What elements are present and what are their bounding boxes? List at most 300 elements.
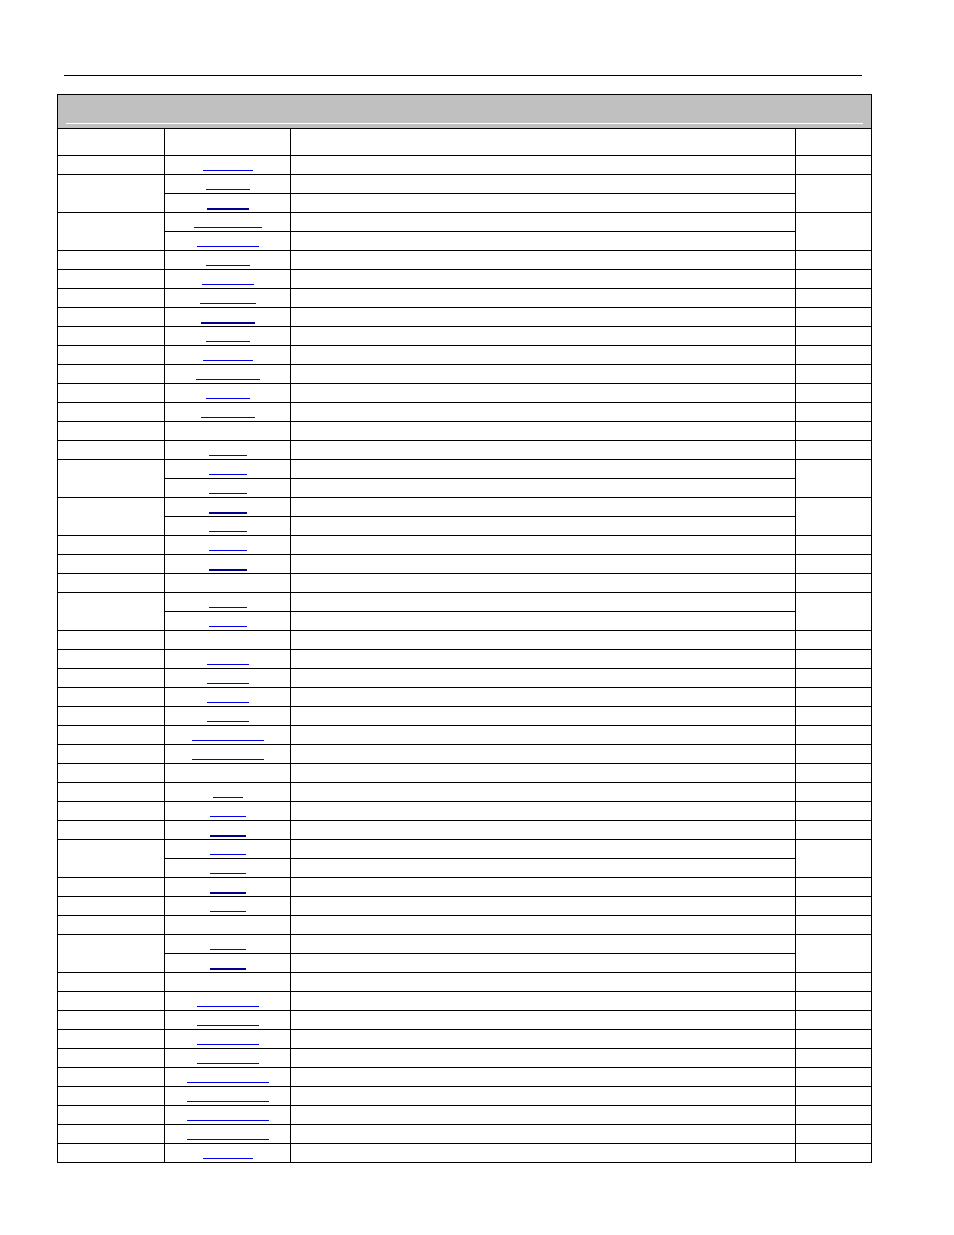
row-id-cell: [58, 669, 165, 688]
reference-link[interactable]: [196, 368, 260, 380]
table-row: [58, 403, 872, 422]
reference-cell: [165, 251, 291, 270]
description-cell: [291, 175, 796, 194]
reference-link[interactable]: [187, 1090, 269, 1102]
page-cell: [796, 764, 872, 783]
table-row: [58, 802, 872, 821]
reference-cell: [165, 1125, 291, 1144]
row-id-cell: [58, 156, 165, 175]
reference-link[interactable]: [192, 729, 264, 741]
table-row: [58, 897, 872, 916]
description-cell: [291, 821, 796, 840]
page-cell: [796, 213, 872, 251]
reference-link[interactable]: [209, 444, 247, 456]
reference-link[interactable]: [206, 330, 250, 342]
page-cell: [796, 175, 872, 213]
reference-link[interactable]: [206, 178, 250, 190]
row-id-cell: [58, 764, 165, 783]
row-id-cell: [58, 403, 165, 422]
reference-cell: [165, 479, 291, 498]
reference-link[interactable]: [210, 862, 246, 874]
description-cell: [291, 498, 796, 517]
reference-link[interactable]: [187, 1128, 269, 1140]
reference-cell: [165, 878, 291, 897]
reference-link[interactable]: [207, 691, 249, 703]
reference-cell: [165, 1011, 291, 1030]
description-cell: [291, 631, 796, 650]
table-row: [58, 840, 872, 859]
page-cell: [796, 327, 872, 346]
reference-link[interactable]: [203, 1147, 253, 1159]
reference-link[interactable]: [210, 881, 246, 894]
description-cell: [291, 859, 796, 878]
row-id-cell: [58, 365, 165, 384]
reference-link[interactable]: [207, 710, 249, 722]
reference-cell: [165, 327, 291, 346]
reference-link[interactable]: [207, 653, 249, 665]
reference-cell: [165, 1049, 291, 1068]
reference-cell: [165, 175, 291, 194]
table-row: [58, 251, 872, 270]
table-row: [58, 308, 872, 327]
page-cell: [796, 422, 872, 441]
description-cell: [291, 251, 796, 270]
table-row: [58, 1011, 872, 1030]
row-id-cell: [58, 251, 165, 270]
reference-link[interactable]: [210, 957, 246, 970]
description-cell: [291, 517, 796, 536]
row-id-cell: [58, 1125, 165, 1144]
page-cell: [796, 916, 872, 935]
reference-link[interactable]: [210, 843, 246, 855]
reference-cell: [165, 612, 291, 631]
page-cell: [796, 631, 872, 650]
description-cell: [291, 384, 796, 403]
table-row: [58, 859, 872, 878]
reference-cell: [165, 289, 291, 308]
reference-link[interactable]: [187, 1071, 269, 1083]
table-title-text: [66, 99, 863, 124]
reference-cell: [165, 916, 291, 935]
reference-link[interactable]: [207, 197, 249, 210]
page-cell: [796, 1049, 872, 1068]
table-row: [58, 669, 872, 688]
description-cell: [291, 783, 796, 802]
reference-cell: [165, 593, 291, 612]
page-cell: [796, 935, 872, 973]
table-row: [58, 498, 872, 517]
description-cell: [291, 403, 796, 422]
description-cell: [291, 536, 796, 555]
description-cell: [291, 935, 796, 954]
reference-cell: [165, 460, 291, 479]
description-cell: [291, 289, 796, 308]
table-row: [58, 1030, 872, 1049]
reference-cell: [165, 574, 291, 593]
row-id-cell: [58, 1087, 165, 1106]
reference-link[interactable]: [209, 615, 247, 627]
reference-cell: [165, 992, 291, 1011]
page-cell: [796, 669, 872, 688]
page-cell: [796, 536, 872, 555]
description-cell: [291, 688, 796, 707]
table-row: [58, 156, 872, 175]
row-id-cell: [58, 346, 165, 365]
page-cell: [796, 460, 872, 498]
page-cell: [796, 1106, 872, 1125]
description-cell: [291, 916, 796, 935]
table-row: [58, 213, 872, 232]
page-cell: [796, 384, 872, 403]
reference-cell: [165, 1144, 291, 1163]
reference-cell: [165, 308, 291, 327]
row-id-cell: [58, 840, 165, 878]
reference-link[interactable]: [203, 349, 253, 361]
row-id-cell: [58, 460, 165, 498]
description-cell: [291, 422, 796, 441]
page-cell: [796, 555, 872, 574]
row-id-cell: [58, 1144, 165, 1163]
row-id-cell: [58, 574, 165, 593]
table-row: [58, 232, 872, 251]
description-cell: [291, 574, 796, 593]
reference-link[interactable]: [210, 805, 246, 817]
reference-link[interactable]: [209, 501, 247, 514]
column-header-row: [58, 129, 872, 156]
description-cell: [291, 327, 796, 346]
reference-link[interactable]: [210, 938, 246, 950]
description-cell: [291, 213, 796, 232]
description-cell: [291, 973, 796, 992]
reference-link[interactable]: [187, 1109, 269, 1121]
reference-cell: [165, 536, 291, 555]
description-cell: [291, 726, 796, 745]
page-cell: [796, 1087, 872, 1106]
row-id-cell: [58, 916, 165, 935]
reference-link[interactable]: [202, 273, 254, 285]
reference-cell: [165, 745, 291, 764]
reference-link[interactable]: [192, 748, 264, 760]
page-cell: [796, 289, 872, 308]
page-cell: [796, 802, 872, 821]
table-row: [58, 422, 872, 441]
row-id-cell: [58, 213, 165, 251]
description-cell: [291, 1106, 796, 1125]
description-cell: [291, 612, 796, 631]
page-cell: [796, 650, 872, 669]
reference-cell: [165, 498, 291, 517]
table-row: [58, 1068, 872, 1087]
row-id-cell: [58, 308, 165, 327]
title-row: [58, 95, 872, 129]
description-cell: [291, 308, 796, 327]
page-cell: [796, 726, 872, 745]
table-row: [58, 517, 872, 536]
table-row: [58, 973, 872, 992]
table-row: [58, 593, 872, 612]
page-cell: [796, 897, 872, 916]
description-cell: [291, 232, 796, 251]
row-id-cell: [58, 802, 165, 821]
row-id-cell: [58, 498, 165, 536]
page-cell: [796, 156, 872, 175]
document-table: [57, 94, 872, 1163]
row-id-cell: [58, 631, 165, 650]
description-cell: [291, 593, 796, 612]
description-cell: [291, 745, 796, 764]
row-id-cell: [58, 327, 165, 346]
description-cell: [291, 669, 796, 688]
table-row: [58, 650, 872, 669]
reference-cell: [165, 1068, 291, 1087]
table-body: [58, 156, 872, 1163]
reference-link[interactable]: [206, 254, 250, 266]
row-id-cell: [58, 289, 165, 308]
table-row: [58, 726, 872, 745]
reference-link[interactable]: [209, 558, 247, 571]
reference-link[interactable]: [203, 159, 253, 171]
table-row: [58, 1106, 872, 1125]
row-id-cell: [58, 384, 165, 403]
reference-link[interactable]: [194, 216, 262, 228]
reference-cell: [165, 384, 291, 403]
table-title: [58, 95, 872, 129]
column-header-4: [796, 129, 872, 156]
description-cell: [291, 1068, 796, 1087]
row-id-cell: [58, 422, 165, 441]
reference-cell: [165, 1087, 291, 1106]
page-cell: [796, 574, 872, 593]
reference-cell: [165, 821, 291, 840]
description-cell: [291, 270, 796, 289]
reference-link[interactable]: [210, 900, 246, 912]
table-row: [58, 194, 872, 213]
page-cell: [796, 270, 872, 289]
reference-cell: [165, 232, 291, 251]
header-rule: [64, 75, 862, 76]
table-row: [58, 270, 872, 289]
row-id-cell: [58, 1068, 165, 1087]
page-cell: [796, 498, 872, 536]
page-cell: [796, 1011, 872, 1030]
description-cell: [291, 1011, 796, 1030]
table-row: [58, 289, 872, 308]
row-id-cell: [58, 536, 165, 555]
description-cell: [291, 1125, 796, 1144]
row-id-cell: [58, 897, 165, 916]
table-row: [58, 935, 872, 954]
page-cell: [796, 1030, 872, 1049]
table-row: [58, 555, 872, 574]
reference-link[interactable]: [201, 406, 255, 418]
reference-cell: [165, 840, 291, 859]
page-cell: [796, 1068, 872, 1087]
row-id-cell: [58, 745, 165, 764]
table-row: [58, 479, 872, 498]
page-cell: [796, 251, 872, 270]
row-id-cell: [58, 878, 165, 897]
reference-cell: [165, 422, 291, 441]
reference-cell: [165, 441, 291, 460]
row-id-cell: [58, 973, 165, 992]
description-cell: [291, 479, 796, 498]
reference-cell: [165, 802, 291, 821]
row-id-cell: [58, 1030, 165, 1049]
description-cell: [291, 878, 796, 897]
reference-cell: [165, 726, 291, 745]
reference-link[interactable]: [210, 824, 246, 837]
reference-cell: [165, 707, 291, 726]
table-row: [58, 365, 872, 384]
page-cell: [796, 783, 872, 802]
column-header-3: [291, 129, 796, 156]
table-row: [58, 745, 872, 764]
description-cell: [291, 954, 796, 973]
page-cell: [796, 346, 872, 365]
page-cell: [796, 403, 872, 422]
table-row: [58, 612, 872, 631]
table-row: [58, 1144, 872, 1163]
table-row: [58, 821, 872, 840]
column-header-2: [165, 129, 291, 156]
page-cell: [796, 365, 872, 384]
row-id-cell: [58, 821, 165, 840]
reference-cell: [165, 764, 291, 783]
description-cell: [291, 346, 796, 365]
row-id-cell: [58, 555, 165, 574]
reference-cell: [165, 1106, 291, 1125]
description-cell: [291, 1049, 796, 1068]
page-cell: [796, 707, 872, 726]
reference-cell: [165, 973, 291, 992]
description-cell: [291, 1030, 796, 1049]
description-cell: [291, 194, 796, 213]
description-cell: [291, 441, 796, 460]
table-row: [58, 916, 872, 935]
reference-cell: [165, 270, 291, 289]
row-id-cell: [58, 1011, 165, 1030]
table-row: [58, 574, 872, 593]
reference-link[interactable]: [207, 672, 249, 684]
page-cell: [796, 1144, 872, 1163]
description-cell: [291, 764, 796, 783]
description-cell: [291, 802, 796, 821]
description-cell: [291, 992, 796, 1011]
row-id-cell: [58, 175, 165, 213]
row-id-cell: [58, 593, 165, 631]
description-cell: [291, 840, 796, 859]
page-cell: [796, 308, 872, 327]
reference-cell: [165, 859, 291, 878]
table-row: [58, 1125, 872, 1144]
page-cell: [796, 1125, 872, 1144]
reference-link[interactable]: [209, 596, 247, 608]
table-row: [58, 1087, 872, 1106]
description-cell: [291, 1144, 796, 1163]
page-cell: [796, 992, 872, 1011]
row-id-cell: [58, 707, 165, 726]
page-cell: [796, 593, 872, 631]
row-id-cell: [58, 783, 165, 802]
reference-link[interactable]: [209, 463, 247, 475]
description-cell: [291, 156, 796, 175]
table-row: [58, 441, 872, 460]
reference-cell: [165, 517, 291, 536]
reference-cell: [165, 688, 291, 707]
table-row: [58, 954, 872, 973]
table-row: [58, 707, 872, 726]
description-cell: [291, 365, 796, 384]
reference-link[interactable]: [206, 387, 250, 399]
table-row: [58, 536, 872, 555]
table-row: [58, 346, 872, 365]
description-cell: [291, 1087, 796, 1106]
page-cell: [796, 973, 872, 992]
reference-cell: [165, 555, 291, 574]
reference-cell: [165, 156, 291, 175]
reference-cell: [165, 954, 291, 973]
reference-cell: [165, 935, 291, 954]
reference-link[interactable]: [197, 1033, 259, 1045]
reference-cell: [165, 1030, 291, 1049]
reference-link[interactable]: [213, 786, 243, 798]
row-id-cell: [58, 1106, 165, 1125]
table-row: [58, 175, 872, 194]
row-id-cell: [58, 688, 165, 707]
reference-cell: [165, 213, 291, 232]
row-id-cell: [58, 726, 165, 745]
table-row: [58, 327, 872, 346]
page-cell: [796, 821, 872, 840]
reference-cell: [165, 631, 291, 650]
reference-link[interactable]: [197, 995, 259, 1007]
description-cell: [291, 555, 796, 574]
reference-link[interactable]: [209, 482, 247, 494]
page-cell: [796, 840, 872, 878]
reference-link[interactable]: [200, 292, 256, 304]
column-header-1: [58, 129, 165, 156]
table-row: [58, 878, 872, 897]
row-id-cell: [58, 992, 165, 1011]
reference-link[interactable]: [197, 235, 259, 247]
reference-cell: [165, 194, 291, 213]
reference-link[interactable]: [209, 539, 247, 551]
row-id-cell: [58, 935, 165, 973]
page-cell: [796, 441, 872, 460]
reference-cell: [165, 897, 291, 916]
description-cell: [291, 897, 796, 916]
reference-link[interactable]: [197, 1052, 259, 1064]
reference-link[interactable]: [197, 1014, 259, 1026]
table-row: [58, 783, 872, 802]
table-row: [58, 384, 872, 403]
table-row: [58, 764, 872, 783]
page-cell: [796, 688, 872, 707]
reference-link[interactable]: [201, 311, 255, 324]
reference-link[interactable]: [209, 520, 247, 532]
table-row: [58, 992, 872, 1011]
reference-cell: [165, 669, 291, 688]
page-cell: [796, 878, 872, 897]
row-id-cell: [58, 270, 165, 289]
description-cell: [291, 650, 796, 669]
reference-cell: [165, 403, 291, 422]
description-cell: [291, 460, 796, 479]
reference-cell: [165, 346, 291, 365]
table-row: [58, 631, 872, 650]
table-row: [58, 460, 872, 479]
row-id-cell: [58, 441, 165, 460]
